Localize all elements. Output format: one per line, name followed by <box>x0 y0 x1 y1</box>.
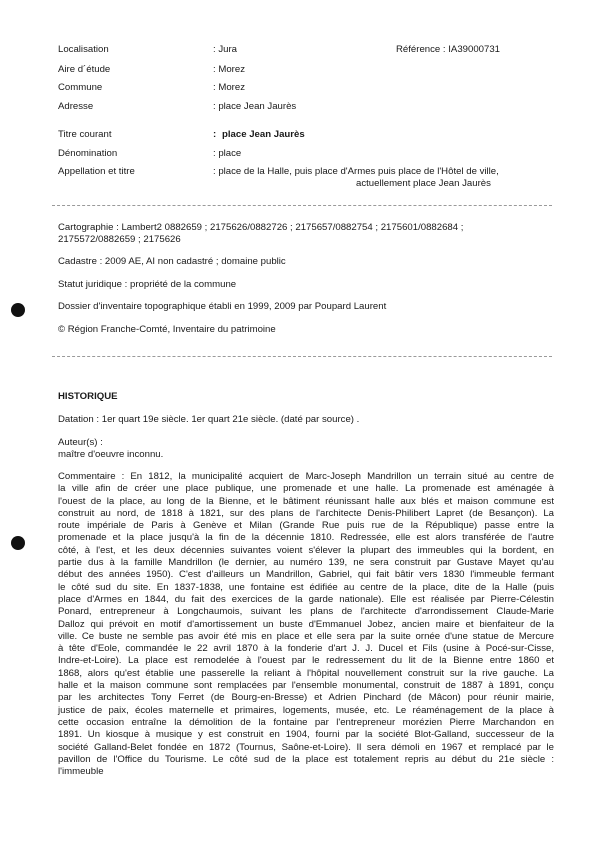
commentaire-line: halle et la maison commune sont remplacées par l'ensemble monumental, construit de 1887 à 1891, conçu <box>58 680 554 692</box>
commentaire-line: construit au nord, de 1818 à 1821, sur des plans de l'architecte Denis-Philibert Lapret (de Besançon). La <box>58 507 554 519</box>
commentaire-line: promenade et la place jusqu'à la fin de la décennie 1810. Redressée, elle est alors transférée de l'autre <box>58 532 554 544</box>
datation-text: Datation : 1er quart 19e siècle. 1er quart 21e siècle. (daté par source) . <box>58 414 360 425</box>
commentaire-line: 1891. Un kiosque à musique y est construit en 1904, fourni par la société Blot-Galland, successeur de la <box>58 729 554 741</box>
cartographie-line2: 2175572/0882659 ; 2175626 <box>58 234 181 245</box>
commentaire-line: côté, à l'est, et les deux décennies suivantes voient s'élever la plupart des immeubles qui la bordent, en <box>58 544 554 556</box>
field-label-denomination: Dénomination <box>58 148 118 159</box>
commentaire-line: le côté sud du site. En 1837-1838, une fontaine est édifiée au centre de la place, dite de la Halle (puis <box>58 581 554 593</box>
field-label-adresse: Adresse <box>58 101 94 112</box>
field-label-appellation: Appellation et titre <box>58 166 135 177</box>
section-divider-middle <box>52 356 552 357</box>
commentaire-line: Commentaire : En 1812, la municipalité acquiert de Marc-Joseph Mandrillon un terrain situé au centre de <box>58 471 554 482</box>
statut-juridique-text: Statut juridique : propriété de la commune <box>58 279 237 290</box>
commentaire-line: ville. Ce buste ne semble pas avoir été mis en place et elle sera par la suite ornée d'une statue de Mercure <box>58 630 554 642</box>
reference-number: Référence : IA39000731 <box>396 44 501 55</box>
field-value-aire-etude: : Morez <box>213 64 245 75</box>
field-value-commune: : Morez <box>213 82 245 93</box>
commentaire-line: par les architectes Tony Ferret (de Bourg-en-Bresse) et Adrien Pinchard (de Mâcon) pour réunir mairie, <box>58 692 554 704</box>
copyright-text: © Région Franche-Comté, Inventaire du patrimoine <box>58 324 276 335</box>
section-divider-top <box>52 205 552 206</box>
commentaire-line: début des années 1950). C'est d'ailleurs un Mandrillon, Gabriel, qui fait bâtir vers 1830 l'immeuble fermant <box>58 569 554 581</box>
commentaire-line: à tête d'Eole, commandée le 22 avril 1870 à la fonderie d'art J. J. Ducel et Fils (usine à Pocé-sur-Cisse, <box>58 643 554 655</box>
commentaire-line: Dalloz qui prévoit en motif d'amortissement un buste d'Emmanuel Jobez, ancien maire et bienfaiteur de la <box>58 618 554 630</box>
commentaire-line: société Galland-Belet fondée en 1872 (Tournus, Saône-et-Loire). Il sera démoli en 1967 et remplacé par le <box>58 741 554 753</box>
commentaire-line: 1868, alors qu'est établie une passerelle la reliant à l'hôpital nouvellement construit sur la rive gauche. La <box>58 667 554 679</box>
auteurs-label: Auteur(s) : <box>58 437 103 448</box>
field-value-adresse: : place Jean Jaurès <box>213 101 297 112</box>
field-value-denomination: : place <box>213 148 242 159</box>
commentaire-line: pavillon de l'Office du Tourisme. Le côté sud de la place est totalement repris au début du 21e siècle : <box>58 753 554 765</box>
punch-hole-mark-upper <box>11 303 25 317</box>
commentaire-line: route impériale de Paris à Genève et Milan (Grande Rue puis rue de la République) passe entre la <box>58 520 554 532</box>
commentaire-line: partie dus à la famille Mandrillon (le dernier, au numéro 139, ne sera construit par Gustave Mayet qu'au <box>58 557 554 569</box>
cadastre-text: Cadastre : 2009 AE, AI non cadastré ; domaine public <box>58 256 286 267</box>
field-value-appellation-line1: : place de la Halle, puis place d'Armes puis place de l'Hôtel de ville, <box>213 166 499 177</box>
field-label-aire-etude: Aire d´étude <box>58 64 111 75</box>
field-value-localisation: : Jura <box>213 44 237 55</box>
commentaire-line: l'ouest de la place, au long de la Bienne, et le bâtiment réunissant halle aux blés et maison commune est <box>58 495 554 507</box>
commentaire-line: justice de paix, écoles maternelle et primaires, logements, musée, etc. Le réaménagement de la place à <box>58 704 554 716</box>
auteurs-value: maître d'oeuvre inconnu. <box>58 449 164 460</box>
commentaire-line: la ville afin de créer une place publique, une promenade et une halle. La promenade est aménagée à <box>58 483 554 495</box>
field-value-titre-courant: place Jean Jaurès <box>222 129 305 140</box>
commentaire-paragraph <box>58 471 554 778</box>
commentaire-line: place d'Armes en 1844, du fait des exercices de la garde nationale). Elle est réalisée par Pierre-Célestin <box>58 593 554 605</box>
field-label-commune: Commune <box>58 82 103 93</box>
commentaire-line: cette occasion entraîne la démolition de la fontaine par l'entrepreneur morézien Pierre Marchandon en <box>58 716 554 728</box>
dossier-text: Dossier d'inventaire topographique établi en 1999, 2009 par Poupard Laurent <box>58 301 387 312</box>
field-value-appellation-line2: actuellement place Jean Jaurès <box>356 178 491 189</box>
field-label-localisation: Localisation <box>58 44 109 55</box>
historique-heading: HISTORIQUE <box>58 391 118 402</box>
punch-hole-mark-lower <box>11 536 25 550</box>
field-colon-titre-courant: : <box>213 129 217 140</box>
commentaire-line: Indre-et-Loire). La place est remodelée à l'ouest par le redressement du lit de la Bienne entre 1860 et <box>58 655 554 667</box>
commentaire-line: l'immeuble <box>58 766 104 778</box>
commentaire-line: Ponard, entrepreneur à Longchaumois, suivant les plans de l'architecte d'arrondissement Claude-Marie <box>58 606 554 618</box>
cartographie-line1: Cartographie : Lambert2 0882659 ; 2175626/0882726 ; 2175657/0882754 ; 2175601/0882684 ; <box>58 222 464 233</box>
field-label-titre-courant: Titre courant <box>58 129 112 140</box>
